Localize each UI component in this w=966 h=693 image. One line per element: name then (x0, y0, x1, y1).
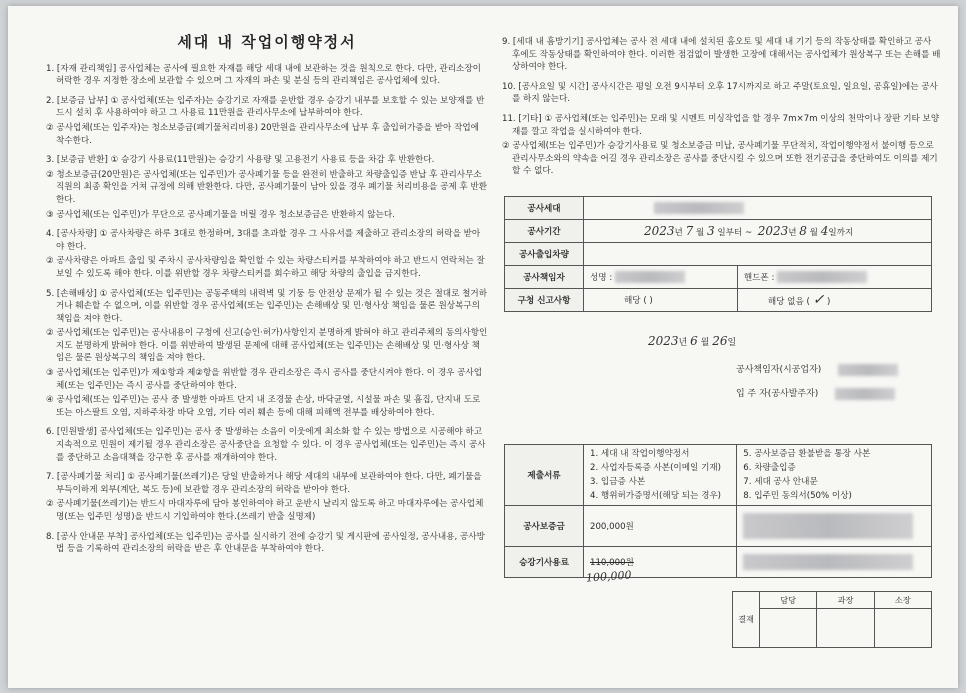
clause-item (46, 531, 488, 556)
house-label: 공사세대 (505, 197, 584, 220)
approval-col-director: 소장 (874, 592, 931, 609)
deposit-value: 200,000원 (584, 506, 737, 547)
elevator-value: 110,000원 (584, 547, 737, 578)
clause-subitem: ③ 공사업체(또는 입주민)가 무단으로 공사폐기물을 버릴 경우 청소보증금은 반환하지 않는다. (46, 209, 395, 220)
vehicle-label: 공사출입차량 (505, 243, 584, 266)
redacted-phone (777, 271, 867, 283)
approval-sign-staff (760, 609, 817, 648)
report-not-applicable: 해당 없음 ( ✓ ) (737, 289, 931, 312)
period-label: 공사기간 (505, 220, 584, 243)
clause-text: 1. [자재 관리책임] 공사업체는 공사에 필요한 자재를 해당 세대 내에 보관하는 것을 원칙으로 한다. 다만, 관리소장이 허락한 경우 지정한 장소에 보관할 수 있으며 그 자재의 파손 및 분실 등의 관리책임은 공사업체에 있다. (46, 63, 481, 87)
info-row-vehicle (505, 243, 932, 266)
right-column (502, 36, 942, 185)
approval-sign-manager (817, 609, 874, 648)
clause-subitem: ② 공사폐기물(쓰레기)는 반드시 마대자루에 담아 봉인하여야 하고 운반시 날리지 않도록 하고 마대자루에는 공사업체명(또는 입주민 성명)을 반드시 기입하여야 한다.(쓰레기 반출 실명제) (46, 499, 484, 522)
redacted-contractor (838, 364, 898, 376)
redacted-house (654, 202, 744, 214)
approval-sign-director (874, 609, 931, 648)
redacted-resident (835, 388, 895, 400)
info-row-report (505, 289, 932, 312)
approval-table (732, 591, 932, 648)
clause-text: 6. [민원발생] 공사업체(또는 입주민)는 공사 중 발생하는 소음이 이웃에게 최소화 할 수 있는 방법으로 시공해야 하고 지속적으로 민원이 제기될 경우 관리소장은 공사중단을 요청할 수 있다. 이 경우 공사업체(또는 입주민)는 즉시 공사를 중단하고 소음대책을 강구한 후 공사를 재개하여야 한다. (46, 427, 486, 463)
clause-text: 5. [손해배상] ① 공사업체(또는 입주민)는 공동주택의 내력벽 및 기둥 등 안전상 문제가 될 수 있는 것은 절대로 철거하거나 훼손할 수 없으며, 이를 위반할 경우 공사업체(또는 입주민)는 손해배상 및 민·형사상 책임을 물론 원상복구의 책임을 져야 한다. (46, 288, 488, 324)
clause-item (502, 36, 942, 74)
redacted-deposit-account (743, 513, 913, 539)
manager-label: 공사책임자 (505, 266, 584, 289)
docs-left-list: 1. 세대 내 작업이행약정서 2. 사업자등록증 사본(이메일 기재) 3. 입금증 사본 4. 행위허가증명서(해당 되는 경우) (584, 445, 737, 506)
documents-table (504, 444, 932, 578)
left-clauses (46, 63, 488, 556)
clause-item (46, 471, 488, 523)
clause-text: 3. [보증금 반환] ① 승강기 사용료(11만원)는 승강기 사용량 및 고용전기 사용료 등을 차감 후 반환한다. (46, 155, 435, 166)
approval-col-manager: 과장 (817, 592, 874, 609)
clause-text: 9. [세대 내 흠방기기] 공사업체는 공사 전 세대 내에 설치된 홈오토 및 세대 내 기기 등의 작동상태를 확인하고 공사 후에도 작동상태를 확인하여야 한다. 이러한 점검없이 발생한 고장에 대해서는 공사업체가 원상복구 또는 손해를 배상하여야 한다. (502, 37, 941, 73)
docs-label: 제출서류 (505, 445, 584, 506)
clause-item (46, 228, 488, 280)
clause-text: 2. [보증금 납부] ① 공사업체(또는 입주자)는 승강기로 자재를 운반할 경우 승강기 내부를 보호할 수 있는 보양재를 반드시 설치 후 사용하여야 하고 그 사용료 11만원을 관리사무소에 납부하여야 한다. (46, 95, 485, 119)
clause-item (46, 154, 488, 221)
clause-subitem: ② 공사차량은 아파트 출입 및 주차시 공사차량임을 확인할 수 있는 차량스티커를 부착하여야 하고 반드시 연락처는 잘 보일 수 있도록 해야 한다. 이를 위반할 경우 차량스티커를 회수하고 해당 차량의 출입을 금지한다. (46, 256, 485, 279)
info-row-period (505, 220, 932, 243)
clause-subitem: ② 공사업체(또는 입주민)가 승강기사용료 및 청소보증금 미납, 공사폐기물 무단적치, 작업이행약정서 불이행 등으로 관리사무소와의 약속을 어길 경우 관리소장은 공사를 중단시킬 수 있으며 또한 전기공급을 중단하여도 이의를 제기할 수 없다. (502, 141, 938, 177)
signer-contractor: 공사책임자(시공업자) (736, 362, 898, 376)
clause-text: 8. [공사 안내문 부착] 공사업체(또는 입주민)는 공사를 실시하기 전에 승강기 및 게시판에 공사일정, 공사내용, 공사방법 등을 기록하여 관리소장의 허락을 받은 후 안내문을 부착하여야 한다. (46, 531, 485, 555)
handwritten-elevator-fee: 100,000 (585, 568, 632, 585)
right-clauses (502, 36, 942, 178)
clause-text: 10. [공사요일 및 시간] 공사시간은 평일 오전 9시부터 오후 17시까지로 하고 주말(토요일, 일요일, 공휴일)에는 공사를 하지 않는다. (502, 81, 938, 105)
info-row-house (505, 197, 932, 220)
clause-subitem: ② 공사업체(또는 입주자)는 청소보증금(폐기물처리비용) 20만원을 관리사무소에 납부 후 출입허가증을 받아 작업에 착수한다. (46, 122, 479, 146)
clause-item (46, 426, 488, 464)
manager-name-cell: 성명 : (584, 266, 738, 289)
docs-right-list: 5. 공사보증금 환불받을 통장 사본 6. 차량출입증 7. 세대 공사 안내문 8. 입주민 동의서(50% 이상) (737, 445, 932, 506)
left-column (46, 6, 488, 563)
deposit-row (505, 506, 932, 547)
elevator-label: 승강기사용료 (505, 547, 584, 578)
clause-item (502, 81, 942, 106)
manager-phone-cell: 핸드폰 : (737, 266, 931, 289)
docs-row (505, 445, 932, 506)
info-row-manager (505, 266, 932, 289)
clause-subitem: ④ 공사업체(또는 입주민)는 공사 중 발생한 아파트 단지 내 조경물 손상, 바닥균열, 시설물 파손 및 흠집, 단지내 도로 또는 아스팔트 오염, 지하주차장 바닥 오염, 기타 여러 훼손 등에 대해 피해액 전부를 배상하여야 한다. (46, 395, 481, 418)
clause-item (46, 95, 488, 147)
clause-item (46, 63, 488, 88)
approval-col-staff: 담당 (760, 592, 817, 609)
clause-subitem: ② 공사업체(또는 입주민)는 공사내용이 구청에 신고(승인·허가)사항인지 분명하게 밝혀야 하고 관리주체의 동의사항인지도 분명하게 밝혀야 한다. 이를 위반하여 발생된 문제에 대해 공사업체(또는 입주민)는 손해배상 및 민·형사상 책임은 물론 원상복구의 책임을 져야 한다. (46, 328, 488, 364)
period-value: 2023년 7 월 3 일부터 ~ 2023년 8 월 4일까지 (584, 220, 932, 243)
clause-item (502, 113, 942, 178)
approval-label: 결재 (733, 592, 760, 648)
redacted-elevator-account (743, 554, 913, 570)
check-mark-icon: ✓ (812, 292, 825, 308)
clause-text: 4. [공사차량] ① 공사차량은 하루 3대로 한정하며, 3대를 초과할 경우 그 사유서를 제출하고 관리소장의 허락을 받아야 한다. (46, 229, 481, 252)
clause-subitem: ③ 공사업체(또는 입주민)가 제①항과 제②항을 위반할 경우 관리소장은 즉시 공사를 중단시켜야 한다. 이 경우 공사업체(또는 입주민)는 즉시 공사를 중단하여야 한다. (46, 368, 483, 391)
construction-info-table (504, 196, 932, 312)
agreement-sheet (8, 6, 958, 688)
redacted-name (615, 271, 685, 283)
elevator-row (505, 547, 932, 578)
document-title: 세대 내 작업이행약정서 (177, 33, 357, 51)
report-applicable: 해당 ( ) (584, 289, 738, 312)
signer-resident: 입 주 자(공사발주자) (736, 386, 895, 400)
clause-text: 11. [기타] ① 공사업체(또는 입주민)는 모래 및 시멘트 미싱작업을 할 경우 7m×7m 이상의 천막이나 장판 기타 보양재를 깔고 작업을 실시하여야 한다. (502, 113, 940, 137)
sign-date: 2023년 6 월 26일 (648, 334, 737, 348)
clause-subitem: ② 청소보증금(20만원)은 공사업체(또는 입주민)가 공사폐기물 등을 완전히 반출하고 차량출입증 반납 후 관리사무소 직원의 최종 확인을 거쳐 규정에 의해 반환한다. 다만, 공사폐기물이 남아 있을 경우 폐기물 처리비용을 공제 후 반환한다. (46, 169, 488, 205)
clause-text: 7. [공사폐기물 처리] ① 공사폐기물(쓰레기)은 당일 반출하거나 해당 세대의 내부에 보관하여야 한다. 다만, 폐기물을 부득이하게 외부(계단, 복도 등)에 보관할 경우 관리소장의 허락을 받아야 한다. (46, 472, 482, 495)
report-label: 구청 신고사항 (505, 289, 584, 312)
deposit-label: 공사보증금 (505, 506, 584, 547)
clause-item (46, 288, 488, 420)
